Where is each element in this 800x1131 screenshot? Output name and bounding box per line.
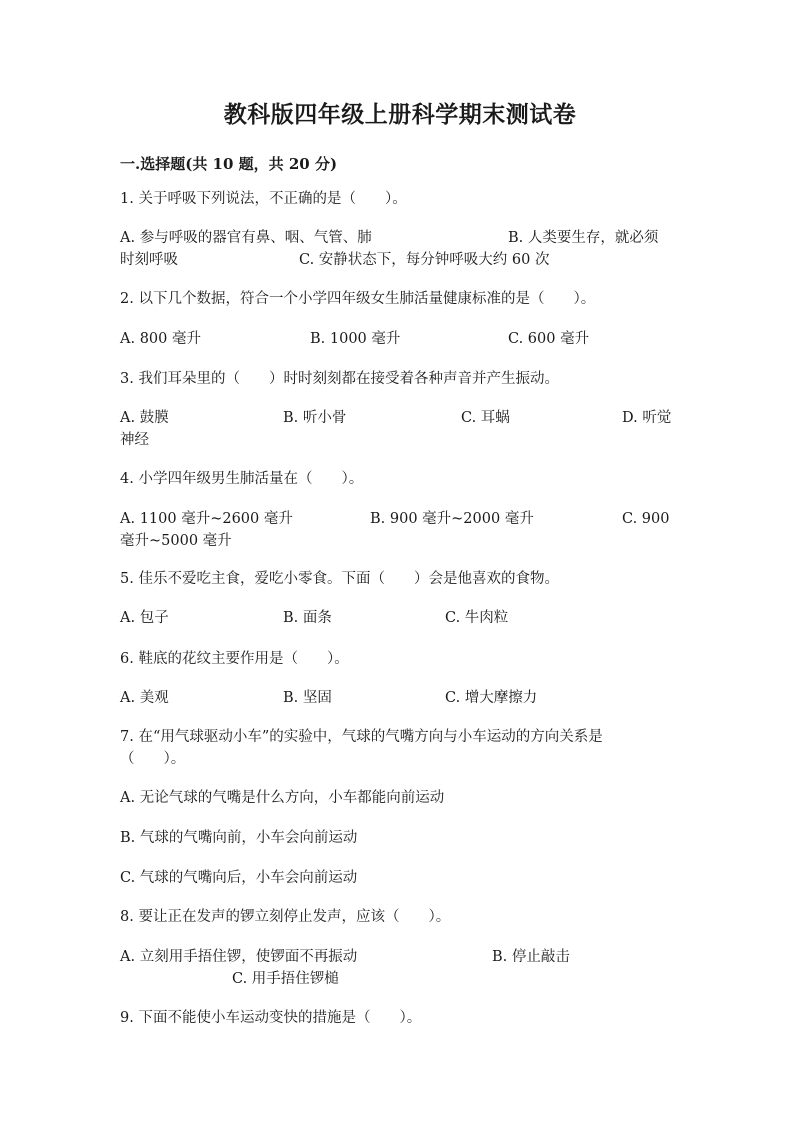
question-4-stem: 4. 小学四年级男生肺活量在（ ）。 [120, 471, 364, 487]
question-7-stem: 7. 在“用气球驱动小车”的实验中，气球的气嘴方向与小车运动的方向关系是 [120, 729, 603, 745]
question-6-option-c: C. 增大摩擦力 [445, 690, 538, 706]
question-1-stem: 1. 关于呼吸下列说法，不正确的是（ ）。 [120, 191, 407, 207]
question-7-stem-cont: （ ）。 [120, 751, 186, 767]
question-1-option-b: B. 人类要生存，就必须 [508, 230, 659, 246]
question-8-option-b: B. 停止敲击 [492, 949, 570, 965]
question-5-stem: 5. 佳乐不爱吃主食，爱吃小零食。下面（ ）会是他喜欢的食物。 [120, 571, 559, 587]
question-3-option-d: D. 听觉 [622, 410, 672, 426]
question-7-option-a: A. 无论气球的气嘴是什么方向，小车都能向前运动 [120, 790, 445, 806]
question-8-option-a: A. 立刻用手捂住锣，使锣面不再振动 [120, 949, 358, 965]
question-3-option-c: C. 耳蜗 [461, 410, 510, 426]
section-heading: 一.选择题(共 10 题，共 20 分) [120, 155, 338, 173]
question-3-option-b: B. 听小骨 [283, 410, 347, 426]
question-1-option-c: C. 安静状态下，每分钟呼吸大约 60 次 [299, 252, 550, 268]
page-title: 教科版四年级上册科学期末测试卷 [223, 101, 577, 128]
question-4-option-a: A. 1100 毫升~2600 毫升 [120, 511, 293, 527]
question-9-stem: 9. 下面不能使小车运动变快的措施是（ ）。 [120, 1010, 422, 1026]
question-2-option-b: B. 1000 毫升 [310, 331, 401, 347]
question-6-option-b: B. 坚固 [283, 690, 332, 706]
question-5-option-c: C. 牛肉粒 [445, 610, 509, 626]
question-8-stem: 8. 要让正在发声的锣立刻停止发声，应该（ ）。 [120, 909, 451, 925]
question-7-option-c: C. 气球的气嘴向后，小车会向前运动 [120, 870, 358, 886]
question-1-option-a: A. 参与呼吸的器官有鼻、咽、气管、肺 [120, 230, 372, 246]
question-1-option-b-cont: 时刻呼吸 [120, 252, 178, 268]
question-6-stem: 6. 鞋底的花纹主要作用是（ ）。 [120, 651, 349, 667]
question-5-option-a: A. 包子 [120, 610, 169, 626]
question-6-option-a: A. 美观 [120, 690, 169, 706]
question-2-option-a: A. 800 毫升 [120, 331, 201, 347]
question-7-option-b: B. 气球的气嘴向前，小车会向前运动 [120, 830, 358, 846]
question-4-option-c-cont: 毫升~5000 毫升 [120, 533, 232, 549]
question-3-option-a: A. 鼓膜 [120, 410, 169, 426]
question-3-option-d-cont: 神经 [120, 432, 149, 448]
question-4-option-c: C. 900 [622, 511, 670, 527]
question-5-option-b: B. 面条 [283, 610, 332, 626]
question-8-option-c: C. 用手捂住锣槌 [232, 971, 339, 987]
question-2-stem: 2. 以下几个数据，符合一个小学四年级女生肺活量健康标准的是（ ）。 [120, 291, 596, 307]
question-2-option-c: C. 600 毫升 [508, 331, 590, 347]
question-3-stem: 3. 我们耳朵里的（ ）时时刻刻都在接受着各种声音并产生振动。 [120, 371, 559, 387]
question-4-option-b: B. 900 毫升~2000 毫升 [370, 511, 534, 527]
